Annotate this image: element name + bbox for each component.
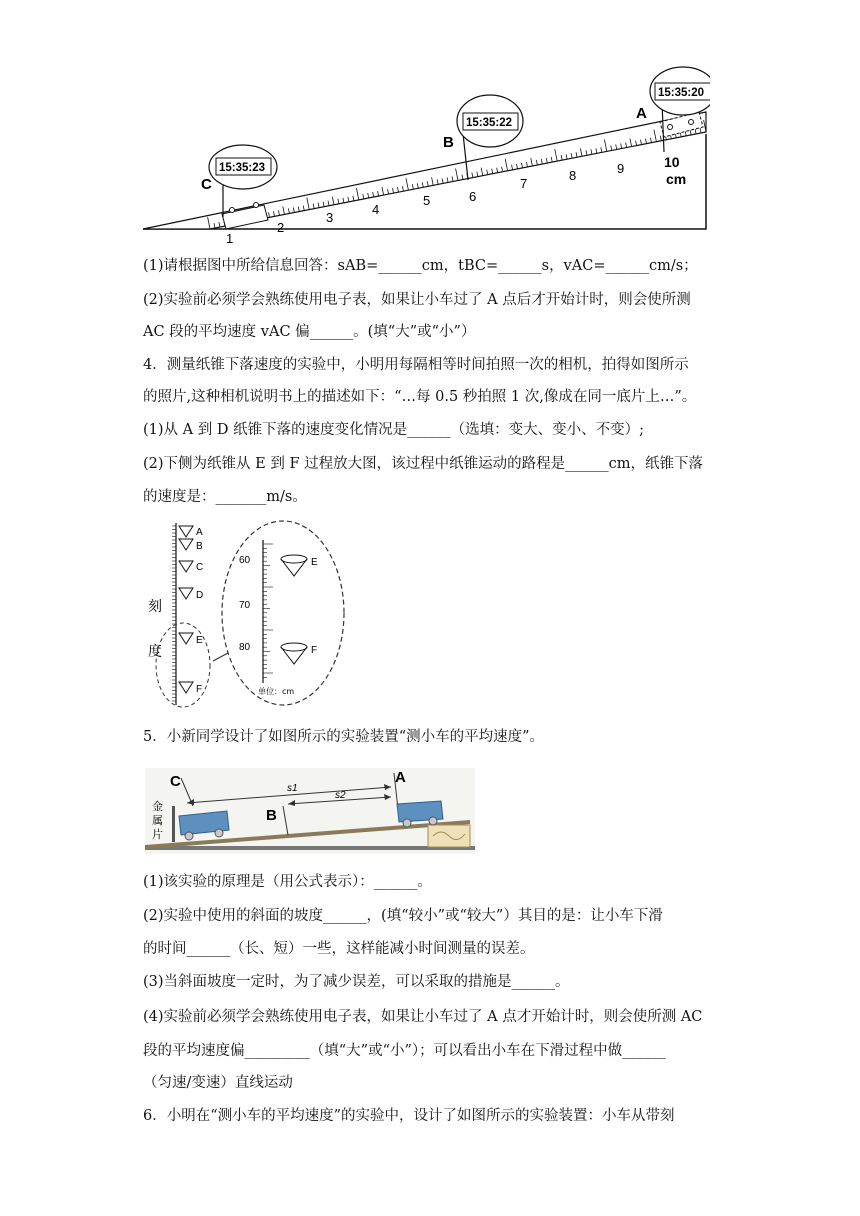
zoom-cone-e (281, 555, 318, 576)
q4-part1: (1)从 A 到 D 纸锥下落的速度变化情况是______（选填：变大、变小、不变）; (143, 422, 644, 438)
tick-label-6: 6 (469, 189, 477, 204)
q6-intro: 6．小明在“测小车的平均速度”的实验中，设计了如图所示的实验装置：小车从带刻 (143, 1108, 675, 1124)
zoom-dashed-region (222, 521, 344, 705)
s1-label: s1 (287, 783, 298, 794)
q3-part1: (1)请根据图中所给信息回答：sAB=______cm，tBC=______s，vAC=______cm/s； (143, 258, 698, 274)
tick-label-1: 1 (226, 231, 234, 246)
tick-label-10: 10 (664, 154, 680, 170)
point-b-label: B (443, 134, 454, 151)
q4-part2-line1: (2)下侧为纸锥从 E 到 F 过程放大图，该过程中纸锥运动的路程是______cm，纸锥下落 (143, 456, 703, 472)
svg-text:A: A (196, 527, 203, 538)
cone-e (179, 633, 203, 646)
incline-ruler-svg (140, 62, 710, 247)
incline-ruler-figure (140, 62, 710, 247)
ruler-char-1: 刻 (148, 599, 162, 615)
tick-label-3: 3 (326, 210, 334, 225)
q4-intro-line2: 的照片,这种相机说明书上的描述如下：“…每 0.5 秒拍照 1 次,像成在同一底片上…”。 (143, 389, 697, 405)
zoom-unit-label: 单位：cm (258, 687, 295, 696)
clock-c (209, 145, 277, 189)
tick-label-4: 4 (372, 202, 380, 217)
svg-text:F: F (196, 684, 203, 695)
cone-f (179, 682, 202, 695)
clock-b (457, 95, 523, 147)
point-c-label: C (201, 176, 212, 193)
scale-60: 60 (239, 555, 251, 566)
q5-intro: 5．小新同学设计了如图所示的实验装置“测小车的平均速度”。 (143, 729, 545, 745)
point-a-label-2: A (395, 769, 406, 786)
metal-char-2: 属 (152, 814, 163, 827)
ruler-char-2: 度 (148, 644, 162, 660)
base-board (145, 846, 475, 850)
cart-incline-svg (145, 768, 475, 854)
svg-text:B: B (196, 541, 203, 552)
zoom-cone-f (281, 643, 317, 664)
tick-label-5: 5 (423, 193, 431, 208)
scale-70: 70 (239, 600, 251, 611)
svg-text:F: F (311, 645, 318, 656)
q5-part4-line3: （匀速/变速）直线运动 (143, 1075, 293, 1091)
cone-c (179, 561, 203, 573)
q5-part3: (3)当斜面坡度一定时，为了减少误差，可以采取的措施是______。 (143, 974, 570, 990)
tick-label-2: 2 (277, 220, 285, 235)
q5-part1: (1)该实验的原理是（用公式表示）：______。 (143, 874, 432, 890)
q3-part2-line1: (2)实验前必须学会熟练使用电子表，如果让小车过了 A 点后才开始计时，则会使所测 (143, 292, 691, 308)
q5-part4-line1: (4)实验前必须学会熟练使用电子表，如果让小车过了 A 点才开始计时，则会使所测 AC (143, 1009, 703, 1025)
clock-c-time: 15:35:23 (219, 162, 266, 174)
q4-intro-line1: 4．测量纸锥下落速度的实验中，小明用每隔相等时间拍照一次的相机，拍得如图所示 (143, 357, 689, 373)
svg-text:E: E (311, 557, 318, 568)
tick-label-7: 7 (520, 176, 528, 191)
paper-cone-figure (143, 518, 348, 710)
svg-text:E: E (196, 635, 203, 646)
point-b-label-2: B (266, 807, 277, 824)
zoom-arrow (213, 653, 228, 661)
cone-d (179, 588, 203, 601)
cone-a (179, 526, 203, 538)
svg-text:C: C (196, 562, 204, 573)
tick-label-8: 8 (569, 168, 577, 183)
clock-a-time: 15:35:20 (658, 87, 705, 99)
tick-label-9: 9 (617, 161, 625, 176)
q4-part2-line2: 的速度是：_______m/s。 (143, 489, 307, 505)
point-c-label-2: C (170, 773, 181, 790)
cart-incline-figure (145, 768, 475, 854)
point-a-label: A (636, 105, 647, 122)
s2-label: s2 (335, 790, 346, 801)
metal-char-3: 片 (152, 828, 163, 841)
paper-cone-svg (143, 518, 348, 710)
cone-b (179, 539, 203, 552)
q5-part2-line1: (2)实验中使用的斜面的坡度______，(填“较小”或“较大”）其目的是：让小车下滑 (143, 908, 663, 924)
metal-plate (172, 806, 175, 842)
q3-part2-line2: AC 段的平均速度 vAC 偏______。(填“大”或“小”） (143, 324, 476, 340)
clock-a (650, 67, 710, 115)
q5-part4-line2: 段的平均速度偏_________（填“大”或“小”）；可以看出小车在下滑过程中做______ (143, 1043, 666, 1059)
metal-char-1: 金 (152, 800, 163, 813)
unit-label: cm (666, 171, 687, 187)
q5-part2-line2: 的时间______（长、短）一些，这样能减小时间测量的误差。 (143, 941, 535, 957)
scale-80: 80 (239, 642, 251, 653)
clock-b-time: 15:35:22 (466, 117, 513, 129)
cart-at-c (222, 203, 268, 230)
svg-text:D: D (196, 590, 204, 601)
